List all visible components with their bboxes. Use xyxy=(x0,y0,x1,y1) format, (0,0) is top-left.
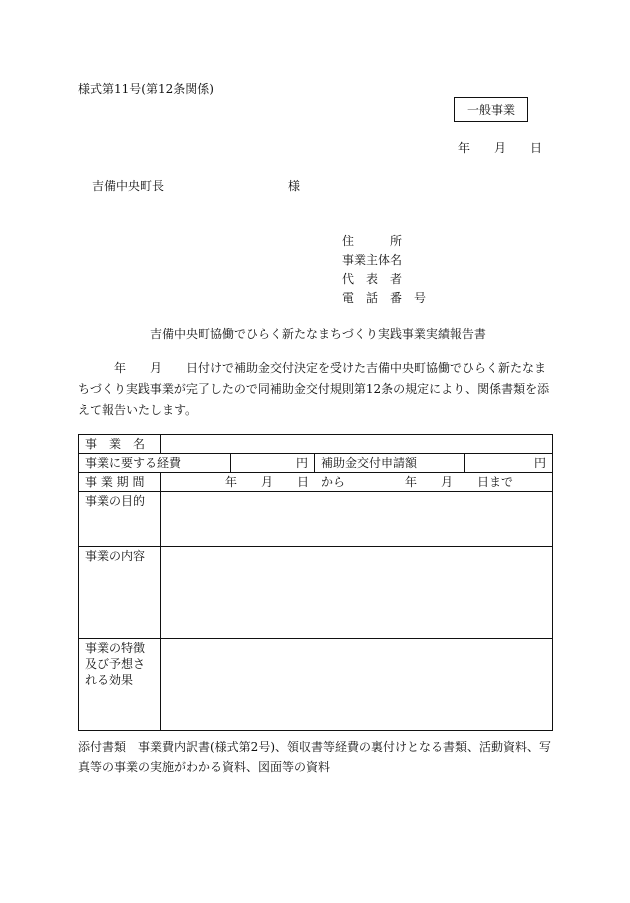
cost-label: 事業に要する経費 xyxy=(79,454,231,473)
body-text: 年 月 日付けで補助金交付決定を受けた吉備中央町協働でひらく新たなまちづくり実践事業が完了したので同補助金交付規則第12条の規定により、関係書類を添えて報告いたします。 xyxy=(78,361,550,417)
subsidy-value[interactable]: 円 xyxy=(465,454,553,473)
subsidy-label: 補助金交付申請額 xyxy=(315,454,465,473)
category-box: 一般事業 xyxy=(454,97,528,122)
field-phone: 電 話 番 号 xyxy=(342,291,427,305)
field-address: 住 所 xyxy=(342,234,403,248)
addressee: 吉備中央町長 xyxy=(92,179,165,193)
project-name-value[interactable] xyxy=(161,435,553,454)
date-line: 年 月 日 xyxy=(458,141,543,155)
field-entity-name: 事業主体名 xyxy=(342,253,403,267)
form-number: 様式第11号(第12条関係) xyxy=(78,82,214,96)
purpose-label: 事業の目的 xyxy=(79,492,161,547)
effect-value[interactable] xyxy=(161,639,553,731)
purpose-value[interactable] xyxy=(161,492,553,547)
effect-label: 事業の特徴及び予想される効果 xyxy=(79,639,161,731)
page-title: 吉備中央町協働でひらく新たなまちづくり実践事業実績報告書 xyxy=(150,327,486,341)
period-value[interactable]: 年 月 日 から 年 月 日まで xyxy=(161,473,553,492)
cost-value[interactable]: 円 xyxy=(231,454,315,473)
period-label: 事 業 期 間 xyxy=(79,473,161,492)
content-value[interactable] xyxy=(161,547,553,639)
report-table xyxy=(78,434,553,731)
project-name-label: 事 業 名 xyxy=(79,435,161,454)
content-label: 事業の内容 xyxy=(79,547,161,639)
attachments-note: 添付書類 事業費内訳書(様式第2号)、領収書等経費の裏付けとなる書類、活動資料、写真等の事業の実施がわかる資料、図面等の資料 xyxy=(78,740,552,774)
field-representative: 代 表 者 xyxy=(342,272,403,286)
honorific: 様 xyxy=(288,179,301,193)
